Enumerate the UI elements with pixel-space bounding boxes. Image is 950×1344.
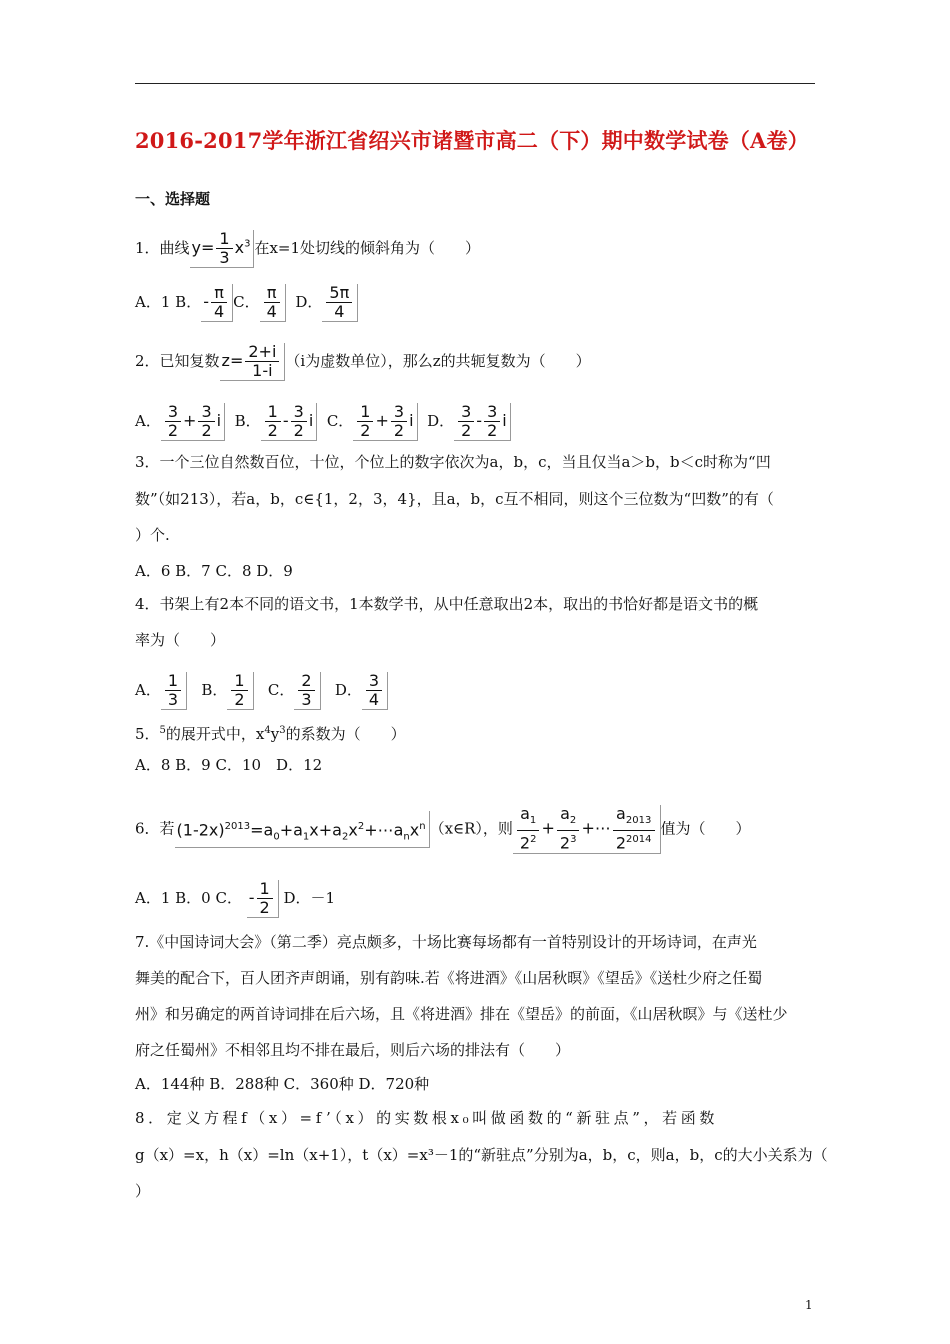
top-rule xyxy=(135,83,815,84)
q7-line-3: 州》和另确定的两首诗词排在后六场，且《将进酒》排在《望岳》的前面，《山居秋暝》与《送杜少 xyxy=(135,1005,788,1023)
q7-line-4: 府之任蜀州》不相邻且均不排在最后，则后六场的排法有（ ） xyxy=(135,1041,571,1059)
q3-line-3: ）个. xyxy=(135,526,170,544)
q4-line-1: 4．书架上有2本不同的语文书，1本数学书，从中任意取出2本，取出的书恰好都是语文书的概 xyxy=(135,595,759,613)
q1-formula: y= $\frac{1}{3}$ $x^3$ xyxy=(190,230,255,268)
q4-options: A． $\frac{1}{3}$ B． $\frac{1}{2}$ C． $\frac{2}{3}$ D． $\frac{3}{4}$ xyxy=(135,672,388,710)
section-heading: 一、选择题 xyxy=(135,190,211,208)
question-1 xyxy=(135,230,480,268)
question-5: 5．$^5$的展开式中，$x^4y^3$的系数为（ ） xyxy=(135,725,406,743)
page-title: 2016-2017学年浙江省绍兴市诸暨市高二（下）期中数学试卷（A卷） xyxy=(135,128,809,153)
q8-line-1: 8．定义方程f（x）=f’（x）的实数根x₀叫做函数的“新驻点”，若函数 xyxy=(135,1109,718,1127)
q1-options: A．1 B． - $\frac{\pi}{4}$ C． $\frac{\pi}{4}$ D． $\frac{5\pi}{4}$ xyxy=(135,284,358,322)
question-6: 6．若 $(1-2x)^{2013}=a_0+a_1x+a_2x^2+\cdots a_nx^n$ （x∈R），则 $\frac{a_1}{2^2}$ + $\frac{a_2}{2^3}$ +⋯ $\frac{a_{2013}}{2^{2014}}$ 值为（ ） xyxy=(135,804,751,853)
q3-line-1: 3．一个三位自然数百位，十位，个位上的数字依次为a，b，c，当且仅当a＞b，b＜c时称为“凹 xyxy=(135,453,771,471)
q7-line-1: 7.《中国诗词大会》（第二季）亮点颇多，十场比赛每场都有一首特别设计的开场诗词，在声光 xyxy=(135,933,757,951)
question-2: 2．已知复数 z= $\frac{2+i}{1-i}$ （i为虚数单位），那么z的共轭复数为（ ） xyxy=(135,342,591,380)
q5-options: A．8 B．9 C．10 D．12 xyxy=(135,756,323,774)
q2-options: A． $\frac{3}{2}$ + $\frac{3}{2}$ i B． $\frac{1}{2}$ - $\frac{3}{2}$ i C． $\frac{1}{2}$ + $\frac{3}{2}$ i D． $\frac{3}{2}$ - $\frac{3}{2}$ i xyxy=(135,403,511,441)
q8-line-2: g（x）=x，h（x）=ln（x+1），t（x）=x³－1的“新驻点”分别为a，b，c，则a，b，c的大小关系为（ xyxy=(135,1146,828,1164)
q1-text: 在x=1处切线的倾斜角为（ ） xyxy=(254,239,481,257)
q6-options: A．1 B．0 C． - $\frac{1}{2}$ D．－1 xyxy=(135,879,336,917)
q8-line-3: ） xyxy=(135,1182,151,1200)
q3-options: A．6 B．7 C．8 D．9 xyxy=(135,562,293,580)
q7-options: A．144种 B．288种 C．360种 D．720种 xyxy=(135,1075,430,1093)
q7-line-2: 舞美的配合下，百人团齐声朗诵，别有韵味.若《将进酒》《山居秋暝》《望岳》《送杜少府之任蜀 xyxy=(135,969,763,987)
q1-prefix: 1．曲线 xyxy=(135,239,190,257)
q4-line-2: 率为（ ） xyxy=(135,631,226,649)
q3-line-2: 数”（如213），若a，b，c∈{1，2，3，4}，且a，b，c互不相同，则这个三位数为“凹数”的有（ xyxy=(135,490,774,508)
page-number: 1 xyxy=(805,1298,813,1312)
